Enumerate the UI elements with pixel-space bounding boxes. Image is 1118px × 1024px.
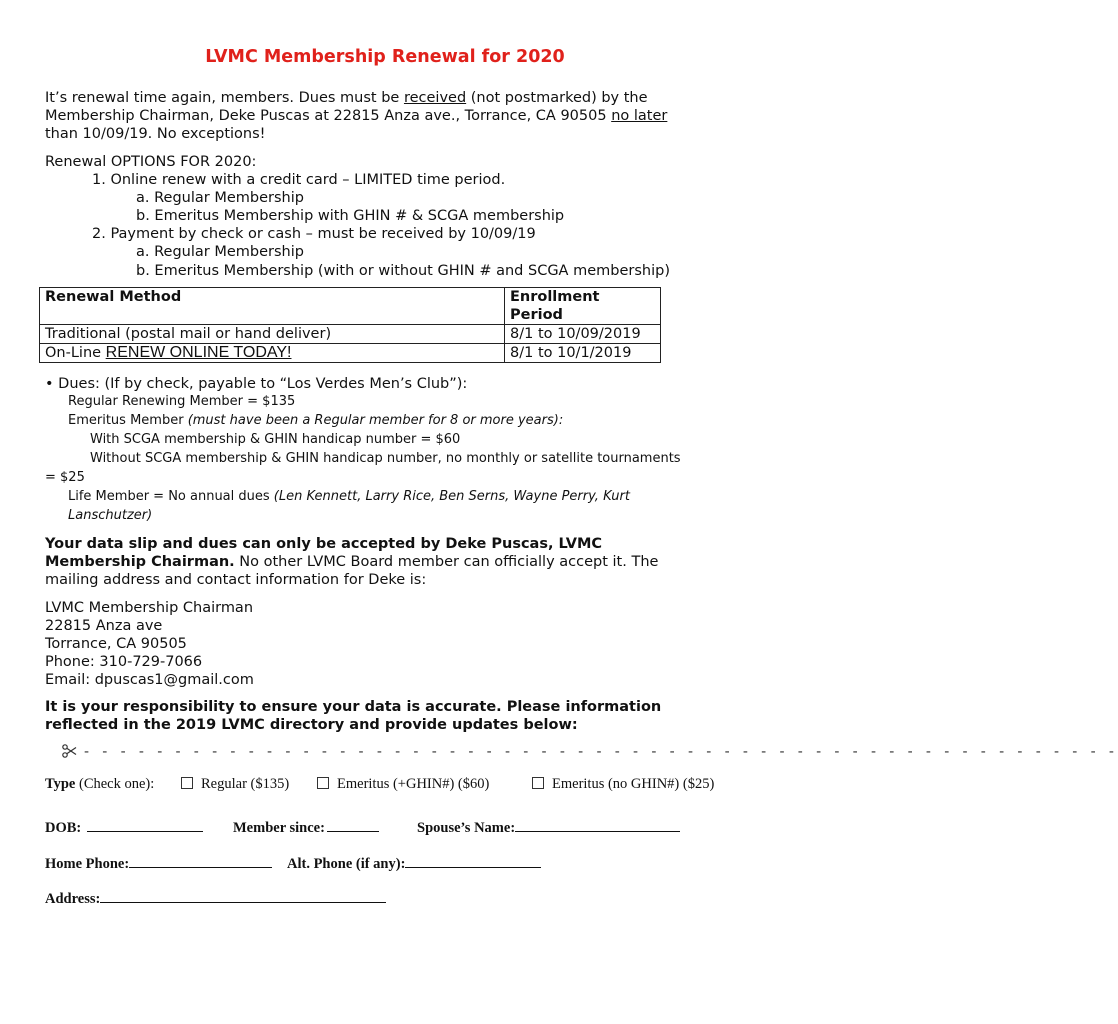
- dues-without-scga: Without SCGA membership & GHIN handicap number, no monthly or satellite tournaments: [90, 451, 681, 466]
- notice-line-2: [45, 553, 658, 572]
- table-header-row: [40, 288, 661, 325]
- alt-phone-field: [287, 854, 541, 873]
- intro-text: It’s renewal time again, members. Dues must be: [45, 90, 404, 106]
- table-header-method: Renewal Method: [40, 288, 505, 325]
- table-header-period: [505, 288, 661, 325]
- option-regular-label: Regular ($135): [201, 776, 290, 792]
- responsibility-line-2: reflected in the 2019 LVMC directory and provide updates below:: [45, 717, 578, 733]
- dues-life-names: (Len Kennett, Larry Rice, Ben Serns, Wayne Perry, Kurt: [273, 489, 630, 504]
- table-cell-method: Traditional (postal mail or hand deliver): [40, 325, 505, 344]
- page-title: LVMC Membership Renewal for 2020: [205, 47, 565, 67]
- dues-life: [68, 487, 630, 506]
- dues-emeritus: [68, 411, 563, 430]
- dues-emeritus-note: (must have been a Regular member for 8 or more years):: [187, 413, 564, 428]
- address-input[interactable]: [100, 889, 386, 903]
- address-field: [45, 889, 386, 908]
- intro-text: (not postmarked) by the: [466, 90, 648, 106]
- contact-name: LVMC Membership Chairman: [45, 600, 254, 616]
- option-emeritus-ghin-label: Emeritus (+GHIN#) ($60): [337, 776, 490, 792]
- table-header-period-line: Period: [510, 307, 563, 323]
- dues-life-label: Life Member = No annual dues: [68, 489, 274, 504]
- option-regular[interactable]: [181, 775, 289, 793]
- responsibility-line-1: It is your responsibility to ensure your data is accurate. Please information: [45, 699, 662, 715]
- option-emeritus-ghin[interactable]: [317, 775, 489, 793]
- member-since-label: Member since:: [233, 820, 325, 836]
- intro-line-3: than 10/09/19. No exceptions!: [45, 126, 266, 142]
- dob-field: [45, 818, 203, 837]
- contact-phone: Phone: 310-729-7066: [45, 654, 203, 670]
- notice-line-1: Your data slip and dues can only be accepted by Deke Puscas, LVMC: [45, 536, 603, 552]
- option-2b: b. Emeritus Membership (with or without GHIN # and SCGA membership): [136, 263, 670, 279]
- renewal-method-table: [39, 287, 661, 363]
- online-label: On-Line: [45, 345, 106, 361]
- address-label: Address:: [45, 891, 101, 907]
- notice-text: No other LVMC Board member can officially accept it. The: [234, 554, 659, 570]
- option-1a: a. Regular Membership: [136, 190, 304, 206]
- dob-label: DOB:: [45, 820, 82, 836]
- alt-phone-input[interactable]: [405, 854, 541, 868]
- intro-line-1: [45, 89, 648, 108]
- home-phone-input[interactable]: [129, 854, 272, 868]
- dues-life-names-cont: Lanschutzer): [68, 508, 153, 523]
- contact-street: 22815 Anza ave: [45, 618, 163, 634]
- option-2a: a. Regular Membership: [136, 244, 304, 260]
- option-2: 2. Payment by check or cash – must be received by 10/09/19: [92, 226, 536, 242]
- home-phone-label: Home Phone:: [45, 856, 130, 872]
- intro-line-2: [45, 107, 667, 126]
- dues-regular: Regular Renewing Member = $135: [68, 394, 296, 409]
- intro-text: Membership Chairman, Deke Puscas at 22815 Anza ave., Torrance, CA 90505: [45, 108, 612, 124]
- checkbox-emeritus-ghin[interactable]: [317, 777, 329, 789]
- type-hint: (Check one):: [75, 776, 155, 792]
- contact-city: Torrance, CA 90505: [45, 636, 187, 652]
- alt-phone-label: Alt. Phone (if any):: [287, 856, 406, 872]
- spouse-label: Spouse’s Name:: [417, 820, 516, 836]
- table-header-period-line: Enrollment: [510, 289, 600, 305]
- contact-email: Email: dpuscas1@gmail.com: [45, 672, 254, 688]
- option-1: 1. Online renew with a credit card – LIMITED time period.: [92, 172, 506, 188]
- notice-bold: Membership Chairman.: [45, 554, 235, 570]
- table-row: [40, 344, 661, 363]
- member-since-field: [233, 818, 379, 837]
- spouse-field: [417, 818, 680, 837]
- table-cell-method: [40, 344, 505, 363]
- type-field: [45, 775, 154, 793]
- cut-line: - - - - - - - - - - - - - - - - - - - - - - - - - - - - - - - - - - - - - - - - - - - - - - - - - - - - - - - - -: [84, 744, 1118, 760]
- type-label: Type: [45, 776, 76, 792]
- notice-line-3: mailing address and contact information for Deke is:: [45, 572, 427, 588]
- option-emeritus-no-ghin[interactable]: [532, 775, 714, 793]
- home-phone-field: [45, 854, 272, 873]
- options-heading: Renewal OPTIONS FOR 2020:: [45, 154, 257, 170]
- no-later-emphasis: no later: [611, 108, 668, 124]
- table-cell-period: 8/1 to 10/09/2019: [505, 325, 661, 344]
- renew-online-link[interactable]: RENEW ONLINE TODAY!: [105, 344, 292, 361]
- member-since-input[interactable]: [327, 818, 379, 832]
- dues-emeritus-label: Emeritus Member: [68, 413, 188, 428]
- table-cell-period: 8/1 to 10/1/2019: [505, 344, 661, 363]
- dues-with-scga: With SCGA membership & GHIN handicap number = $60: [90, 432, 461, 447]
- dues-without-scga-price: = $25: [45, 470, 85, 485]
- received-emphasis: received: [403, 90, 467, 106]
- spouse-input[interactable]: [515, 818, 680, 832]
- checkbox-regular[interactable]: [181, 777, 193, 789]
- table-row: [40, 325, 661, 344]
- option-1b: b. Emeritus Membership with GHIN # & SCGA membership: [136, 208, 565, 224]
- dob-input[interactable]: [87, 818, 203, 832]
- dues-heading: • Dues: (If by check, payable to “Los Verdes Men’s Club”):: [45, 376, 468, 392]
- option-emeritus-no-ghin-label: Emeritus (no GHIN#) ($25): [552, 776, 715, 792]
- scissors-icon: [62, 744, 78, 758]
- checkbox-emeritus-no-ghin[interactable]: [532, 777, 544, 789]
